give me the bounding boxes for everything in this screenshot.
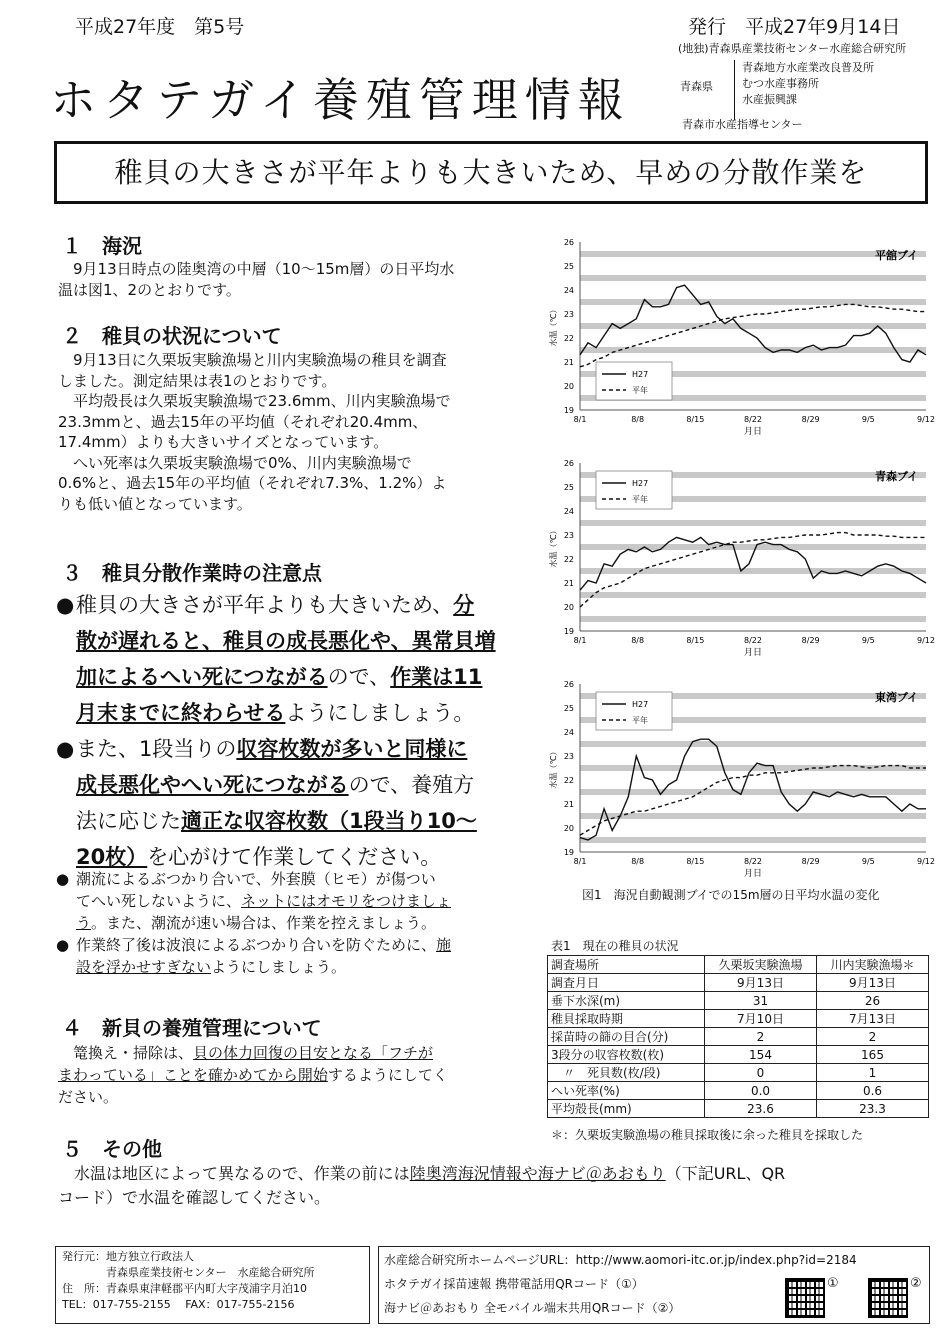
chart-title: 平舘ブイ [874, 249, 918, 262]
y-tick-label: 26 [563, 238, 574, 247]
text: 水温は地区によって異なるので、作業の前には [58, 1164, 410, 1183]
section-5-text [58, 1162, 928, 1210]
x-tick-label: 8/29 [801, 857, 820, 866]
table-cell: 26 [817, 992, 929, 1010]
table-row [548, 1010, 929, 1028]
x-tick-label: 9/12 [917, 857, 935, 866]
emphasis: 成長悪化やへい死につながる [76, 773, 349, 797]
qr-label-1: ホタテガイ採苗速報 携帯電話用QRコード（①） [384, 1277, 644, 1291]
y-tick-label: 21 [563, 800, 574, 809]
bullet-item [56, 934, 546, 978]
table-cell: 垂下水深(m) [548, 992, 705, 1010]
text-line: りも低い値となっています。 [58, 494, 252, 513]
issue-number: 平成27年度 第5号 [75, 16, 245, 38]
table-cell: 平均殻長(mm) [548, 1100, 705, 1118]
chart-title: 青森ブイ [874, 470, 918, 483]
figure-caption: 図1 海況自動観測ブイでの15m層の日平均水温の変化 [582, 888, 880, 902]
table-cell: 165 [817, 1046, 929, 1064]
table-cell: 0.0 [705, 1082, 817, 1100]
office-1: 青森地方水産業改良普及所 [742, 61, 874, 74]
x-tick-label: 8/8 [631, 415, 645, 424]
table-row [548, 1046, 929, 1064]
table-cell: 9月13日 [817, 974, 929, 992]
y-tick-label: 19 [563, 848, 574, 857]
bullet-item [56, 731, 546, 875]
table-note: ＊：久栗坂実験漁場の稚貝採取後に余った稚貝を採取した [551, 1128, 864, 1142]
chart-higashiwan [548, 676, 935, 888]
issue-date: 発行 平成27年9月14日 [688, 16, 901, 38]
x-tick-label: 8/15 [686, 415, 705, 424]
x-axis-label: 月日 [743, 869, 763, 879]
bullet-dot-icon: ● [56, 737, 75, 761]
text: 潮流によるぶつかり合いで、外套膜（ヒモ）が傷つい [76, 870, 436, 888]
x-tick-label: 8/22 [744, 415, 762, 424]
x-tick-label: 9/5 [861, 636, 875, 645]
x-tick-label: 8/1 [573, 415, 587, 424]
text: 稚貝の大きさが平年よりも大きいため、 [76, 593, 454, 617]
emphasis: 施 [436, 936, 452, 954]
table-cell: 稚貝採取時期 [548, 1010, 705, 1028]
table-header: 川内実験漁場＊ [817, 956, 929, 974]
table-cell: 調査月日 [548, 974, 705, 992]
table-cell: 1 [817, 1064, 929, 1082]
emphasis: 加によるへい死につながる [76, 665, 328, 689]
y-axis-label: 水温（℃） [549, 526, 558, 568]
x-tick-label: 8/29 [801, 636, 820, 645]
table-cell: 9月13日 [705, 974, 817, 992]
table-cell: 2 [705, 1028, 817, 1046]
table-cell: 31 [705, 992, 817, 1010]
legend-label: 平年 [632, 386, 648, 395]
chart-hiranai [548, 234, 935, 446]
table-cell: 採苗時の篩の目合(分) [548, 1028, 705, 1046]
x-axis-label: 月日 [743, 648, 763, 658]
legend-label: H27 [632, 700, 649, 709]
y-tick-label: 21 [563, 579, 574, 588]
table-header-row [548, 956, 929, 974]
text: 作業終了後は波浪によるぶつかり合いを防ぐために、 [76, 936, 437, 954]
text: また、1段当りの [76, 737, 237, 761]
emphasis: 散が遅れると、稚貝の成長悪化や、異常貝増 [76, 629, 496, 653]
table-row [548, 992, 929, 1010]
emphasis: 分 [453, 593, 475, 617]
emphasis: う [76, 914, 92, 932]
section-3-bullets-main [56, 587, 546, 875]
text: てへい死しないように、 [76, 892, 242, 910]
headline-box: 稚貝の大きさが平年よりも大きいため、早めの分散作業を [54, 141, 928, 204]
text-line: しました。測定結果は表1のとおりです。 [58, 371, 337, 390]
section-1-title: １ 海況 [62, 234, 142, 258]
emphasis: 貝の体力回復の目安となる「フチが [193, 1044, 434, 1062]
text-line: 0.6%と、過去15年の平均値（それぞれ7.3%、1.2%）よ [58, 474, 447, 492]
y-tick-label: 23 [563, 531, 574, 540]
table-row [548, 1064, 929, 1082]
text: コード）で水温を確認してください。 [58, 1188, 331, 1207]
text: 法に応じた [76, 809, 181, 833]
y-axis-label: 水温（℃） [549, 305, 558, 347]
y-tick-label: 25 [563, 262, 574, 271]
x-axis-label: 月日 [743, 427, 763, 437]
x-tick-label: 9/12 [917, 636, 935, 645]
y-tick-label: 22 [563, 776, 574, 785]
y-tick-label: 25 [563, 704, 574, 713]
y-tick-label: 22 [563, 334, 574, 343]
x-tick-label: 8/8 [631, 636, 645, 645]
juvenile-status-table [547, 955, 929, 1118]
table-row [548, 1100, 929, 1118]
legend-label: 平年 [632, 716, 648, 725]
text-line: 平均殻長は久栗坂実験漁場で23.6mm、川内実験漁場で [58, 392, 451, 410]
x-tick-label: 9/5 [861, 857, 875, 866]
x-tick-label: 8/22 [744, 636, 762, 645]
table-cell: 〃 死貝数(枚/段) [548, 1064, 705, 1082]
y-tick-label: 24 [563, 728, 574, 737]
y-tick-label: 19 [563, 627, 574, 636]
text: ださい。 [58, 1088, 119, 1106]
bullet-item [56, 587, 546, 731]
y-tick-label: 21 [563, 358, 574, 367]
section-2-title: ２ 稚貝の状況について [62, 324, 282, 348]
emphasis: 月末までに終わらせる [76, 701, 286, 725]
y-tick-label: 25 [563, 483, 574, 492]
publisher-name: (地独)青森県産業技術センター水産総合研究所 [678, 42, 907, 55]
table-cell: へい死率(%) [548, 1082, 705, 1100]
qr-code-icon[interactable] [868, 1278, 908, 1318]
text: 篭換え・掃除は、 [58, 1044, 194, 1062]
emphasis: まわっている」ことを確かめてから開始 [58, 1066, 328, 1084]
text-line: 9月13日時点の陸奥湾の中層（10～15m層）の日平均水 [58, 260, 455, 278]
chart-title: 東湾ブイ [874, 691, 918, 704]
qr-number: ② [910, 1276, 922, 1291]
footer-links [378, 1246, 930, 1324]
text: （下記URL、QR [665, 1164, 786, 1183]
x-tick-label: 8/8 [631, 857, 645, 866]
table-cell: 0.6 [817, 1082, 929, 1100]
legend-label: H27 [632, 479, 649, 488]
emphasis: 収容枚数が多いと同様に [236, 737, 468, 761]
y-tick-label: 24 [563, 286, 574, 295]
homepage-url[interactable]: 水産総合研究所ホームページURL：http://www.aomori-itc.or.jp/index.php?id=2184 [384, 1253, 857, 1267]
qr-code-icon[interactable] [785, 1278, 825, 1318]
table-cell: 0 [705, 1064, 817, 1082]
table-caption: 表1 現在の稚貝の状況 [551, 939, 679, 953]
footer-publisher [55, 1246, 370, 1324]
text: ようにしましょう。 [211, 958, 347, 976]
y-tick-label: 20 [563, 603, 574, 612]
y-tick-label: 20 [563, 382, 574, 391]
emphasis: 陸奥湾海況情報や海ナビ＠あおもり [409, 1164, 666, 1183]
text-line: へい死率は久栗坂実験漁場で0%、川内実験漁場で [58, 453, 412, 472]
text: ので、 [327, 665, 391, 689]
table-cell: 7月13日 [817, 1010, 929, 1028]
y-tick-label: 24 [563, 507, 574, 516]
table-row [548, 974, 929, 992]
office-2: むつ水産事務所 [742, 77, 819, 90]
legend-label: H27 [632, 370, 649, 379]
x-tick-label: 8/15 [686, 857, 705, 866]
x-tick-label: 8/1 [573, 636, 587, 645]
text-line: 23.3mmと、過去15年の平均値（それぞれ20.4mm、 [58, 412, 428, 431]
table-cell: 23.6 [705, 1100, 817, 1118]
section-5-title: ５ その他 [62, 1137, 162, 1161]
section-3-title: ３ 稚貝分散作業時の注意点 [62, 561, 322, 585]
y-tick-label: 20 [563, 824, 574, 833]
y-tick-label: 19 [563, 406, 574, 415]
y-tick-label: 26 [563, 680, 574, 689]
x-tick-label: 8/15 [686, 636, 705, 645]
section-4-title: ４ 新貝の養殖管理について [62, 1016, 322, 1040]
text: ので、養殖方 [348, 773, 475, 797]
table-row [548, 1082, 929, 1100]
office-3: 水産振興課 [742, 93, 797, 106]
table-cell: 3段分の収容枚数(枚) [548, 1046, 705, 1064]
y-axis-label: 水温（℃） [549, 747, 558, 789]
text-line: 17.4mm）よりも大きいサイズとなっています。 [58, 433, 389, 451]
qr-label-2: 海ナビ＠あおもり 全モバイル端末共用QRコード（②） [384, 1301, 681, 1315]
table-cell: 23.3 [817, 1100, 929, 1118]
footer-line: 青森県産業技術センター 水産総合研究所 [62, 1266, 315, 1279]
x-tick-label: 8/22 [744, 857, 762, 866]
table-cell: 7月10日 [705, 1010, 817, 1028]
publisher-block [678, 56, 940, 131]
footer-line: 住 所：青森県東津軽郡平内町大字茂浦字月泊10 [62, 1282, 307, 1295]
bullet-dot-icon: ● [56, 936, 70, 954]
text-line: 9月13日に久栗坂実験漁場と川内実験漁場の稚貝を調査 [58, 351, 447, 369]
emphasis: 適正な収容枚数（1段当り10～ [181, 809, 477, 833]
prefecture-label: 青森県 [680, 80, 713, 93]
text: ようにしましょう。 [285, 701, 475, 725]
footer-line: 発行元：地方独立行政法人 [62, 1250, 194, 1263]
section-2-text [58, 350, 544, 514]
x-tick-label: 9/5 [861, 415, 875, 424]
legend-label: 平年 [632, 495, 648, 504]
table-row [548, 1028, 929, 1046]
y-tick-label: 26 [563, 459, 574, 468]
bullet-dot-icon: ● [56, 593, 75, 617]
chart-aomori [548, 455, 935, 667]
x-tick-label: 8/1 [573, 857, 587, 866]
y-tick-label: 23 [563, 310, 574, 319]
text: するようにしてく [327, 1066, 448, 1084]
footer-line: TEL：017-755-2155 FAX：017-755-2156 [62, 1298, 295, 1311]
y-tick-label: 22 [563, 555, 574, 564]
table-cell: 2 [817, 1028, 929, 1046]
emphasis: 作業は11 [390, 665, 483, 689]
table-header: 調査場所 [548, 956, 705, 974]
city-office: 青森市水産指導センター [682, 118, 803, 131]
section-3-bullets-sub [56, 868, 546, 978]
table-cell: 154 [705, 1046, 817, 1064]
x-tick-label: 9/12 [917, 415, 935, 424]
text: を心がけて作業してください。 [147, 845, 442, 869]
section-4-text [58, 1042, 544, 1108]
bullet-dot-icon: ● [56, 870, 70, 888]
y-tick-label: 23 [563, 752, 574, 761]
section-1-text [58, 259, 544, 300]
emphasis: 設を浮かせすぎない [76, 958, 212, 976]
emphasis: ネットにはオモリをつけましょ [241, 892, 452, 910]
table-header: 久栗坂実験漁場 [705, 956, 817, 974]
text-line: 温は図1、2のとおりです。 [58, 280, 241, 299]
page-title: ホタテガイ養殖管理情報 [50, 73, 631, 127]
bullet-item [56, 868, 546, 934]
emphasis: 20枚） [76, 845, 148, 869]
x-tick-label: 8/29 [801, 415, 820, 424]
text: 。また、潮流が速い場合は、作業を控えましょう。 [91, 914, 437, 932]
divider [734, 60, 735, 120]
qr-number: ① [827, 1276, 839, 1291]
